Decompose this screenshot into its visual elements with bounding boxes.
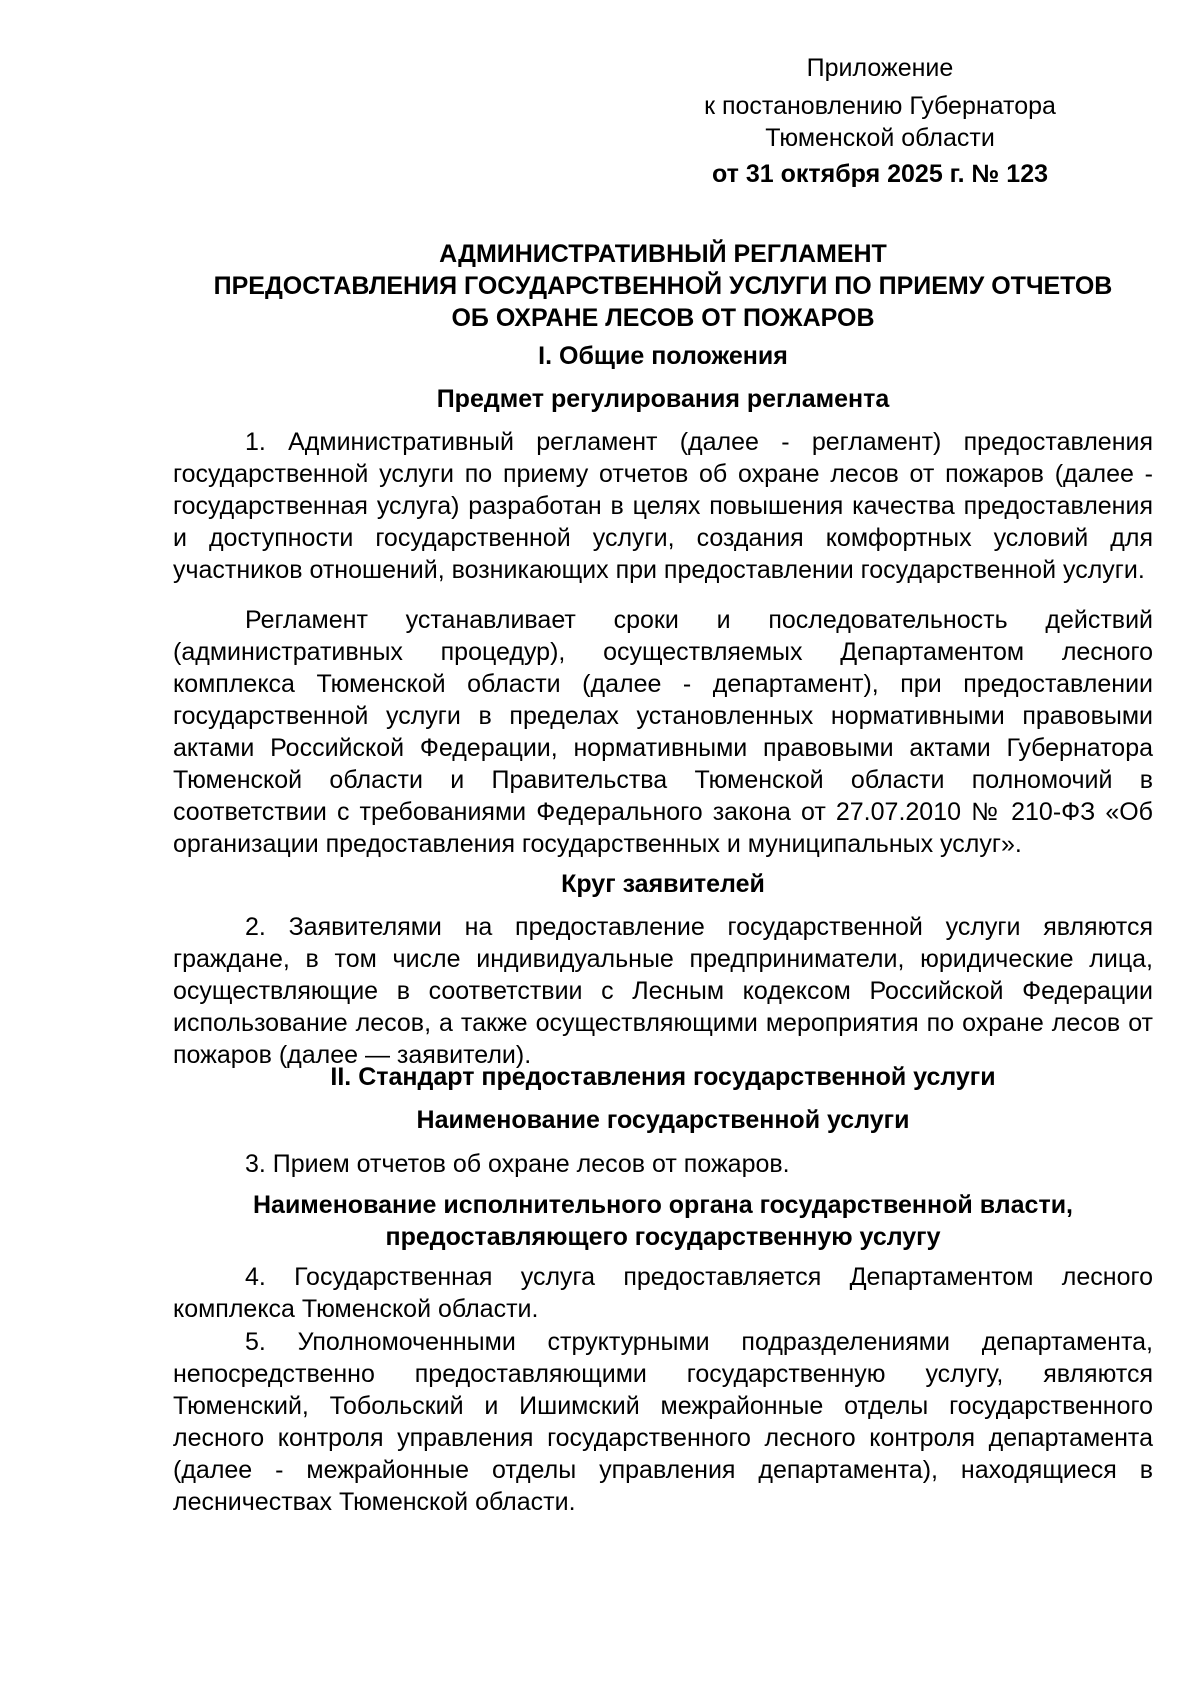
- paragraph-3: [173, 911, 1153, 1071]
- paragraph-5-text: 4. Государственная услуга предоставляется Департаментом лесного комплекса Тюменской области.: [173, 1263, 1153, 1323]
- paragraph-2-text: Регламент устанавливает сроки и последовательность действий (административных процедур), осуществляемых Департаментом лесного комплекса Тюменской области (далее - департамент), при предоставлении государственной услуги в пределах установленных нормативными правовыми актами Российской Федерации, нормативными правовыми актами Губернатора Тюменской области и Правительства Тюменской области полномочий в соответствии с требованиями Федерального закона от 27.07.2010 № 210-ФЗ «Об организации предоставления государственных и муниципальных услуг».: [173, 606, 1153, 858]
- paragraph-1-text: 1. Административный регламент (далее - регламент) предоставления государственной услуги по приему отчетов об охране лесов от пожаров (далее - государственная услуга) разработан в целях повышения качества предоставления и доступности государственной услуги, создания комфортных условий для участников отношений, возникающих при предоставлении государственной услуги.: [173, 428, 1153, 584]
- paragraph-3-text: 2. Заявителями на предоставление государственной услуги являются граждане, в том числе индивидуальные предприниматели, юридические лица, осуществляющие в соответствии с Лесным кодексом Российской Федерации использование лесов, а также осуществляющими мероприятия по охране лесов от пожаров (далее — заявители).: [173, 913, 1153, 1069]
- paragraph-2: [173, 604, 1153, 860]
- appendix-date-block: [670, 158, 1090, 190]
- paragraph-4-text: 3. Прием отчетов об охране лесов от пожаров.: [245, 1150, 790, 1178]
- paragraph-1: [173, 426, 1153, 586]
- section-1-heading: I. Общие положения: [538, 342, 788, 370]
- appendix-block: [670, 52, 1090, 84]
- appendix-ref-block: [670, 90, 1090, 154]
- paragraph-4: [173, 1148, 1153, 1180]
- document-title: [173, 238, 1153, 334]
- section-2-subheading-service-name: Наименование государственной услуги: [416, 1106, 910, 1134]
- section-2-subheading-authority: Наименование исполнительного органа государственной власти, предоставляющего государственную услугу: [252, 1191, 1074, 1251]
- title-line-3: ОБ ОХРАНЕ ЛЕСОВ ОТ ПОЖАРОВ: [451, 304, 875, 332]
- section-2-heading: II. Стандарт предоставления государственной услуги: [330, 1063, 996, 1091]
- section-1-subheading-applicants: Круг заявителей: [561, 870, 765, 898]
- section-1-subheading-subject: Предмет регулирования регламента: [436, 385, 890, 413]
- appendix-date-number: от 31 октября 2025 г. № 123: [711, 160, 1048, 188]
- paragraph-6: [173, 1326, 1153, 1518]
- appendix-label: Приложение: [806, 54, 954, 82]
- appendix-resolution: к постановлению Губернатора: [704, 92, 1056, 120]
- paragraph-6-text: 5. Уполномоченными структурными подразделениями департамента, непосредственно предоставляющими государственную услугу, являются Тюменский, Тобольский и Ишимский межрайонные отделы государственного лесного контроля управления государственного лесного контроля департамента (далее - межрайонные отделы управления департамента), находящиеся в лесничествах Тюменской области.: [173, 1328, 1153, 1516]
- paragraph-5: [173, 1261, 1153, 1325]
- title-line-2: ПРЕДОСТАВЛЕНИЯ ГОСУДАРСТВЕННОЙ УСЛУГИ ПО ПРИЕМУ ОТЧЕТОВ: [213, 272, 1113, 300]
- appendix-region: Тюменской области: [765, 124, 995, 152]
- title-line-1: АДМИНИСТРАТИВНЫЙ РЕГЛАМЕНТ: [439, 240, 887, 268]
